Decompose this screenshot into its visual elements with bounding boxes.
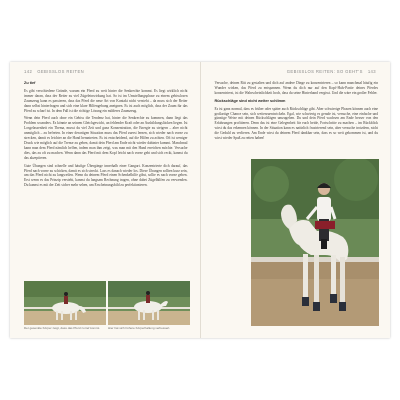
horse-photo-2-image xyxy=(108,281,190,325)
left-photo-row xyxy=(24,281,190,325)
photo-caption-1: Der gesenkte Körper zeigt, dass das Pferd zu tief kommt. xyxy=(24,326,101,330)
left-page xyxy=(10,62,201,338)
left-paragraph-2: Wenn dein Pferd auch ohne ein Gebiss die Tendenz hat, hinter die Senkrechte zu kommen, dann liegt das Problem woanders. Es könnte an seinem Gleichgewicht, an fehlender Kraft oder an Ausbildungslücken liegen. Ist Losgelassenheit ein Thema, musst du viel Zeit und ganz Konzentration, die Energie zu steigern – aber nicht unmöglich – zu befreien. In einer derartigen Situation muss das Pferd zuerst lernen, sich wieder nach vorne zu strecken, damit es leichter an die Hand herantreten. Es ist entscheidend, auf die Hilfen zu achten. Oft ist weniger Druck wie möglich auf die Trense zu geben, damit dein Pferd am Ende nicht wieder dahinter kommt. Manchmal kann man dem Pferd nämlich helfen, indem man ihm zeigt, was man mit den Hand erreichen möchte. Versuche dies, das zu oft zu machen. Wenn dann das Pferd mit dem Kopf leicht nach vorne geht und sich reckt, kannst du das akzeptieren. xyxy=(24,116,188,160)
right-subhead: Rückschläge sind nicht weiter schlimm xyxy=(214,98,286,103)
right-body-text-top xyxy=(215,81,379,144)
horse-photo-1-image xyxy=(24,281,106,325)
left-paragraph-3: Gute Übungen sind schnelle und häufige Übergänge innerhalb einer Gangart. Konzentrierte dich darauf, das Pferd nach vorne zu schicken, damit es sich streckt. Lass es danach wieder los. Diese Übungen sollten kurz sein, um das Pferd nicht zu langweilen. Wenn du deinem Pferd einen Schenkelhilfe gibst, sollte es nach vorne gehen. Erst wenn es das Prinzip versteht, kannst du langsam Rechnung tragen, ohne dabei Zügelhilfen zu verwenden. Du kannst es mit der Zeit sicher mehr sehen, um Erscheinungsbild zu perfektionieren. xyxy=(24,163,188,188)
book-spread xyxy=(10,62,390,338)
left-paragraph-1: Es gibt verschiedene Gründe, warum ein Pferd zu weit hinter die Senkrechte kommt. Es liegt wirklich nicht immer daran, dass der Reiter zu viel Zügeleinwirkung hat. So ist im Umstellungsphase zu einem gebisslosen Zaumzeug kann es passieren, dass das Pferd die neue Art von Kontakt nicht versteht – da muss sich der Reiter dann selbst hinterfragen und sich eine klare Hilfengebung aneignen. Es ist auch möglich, dass der Zaum für das Pferd zu scharf ist. In dem Fall ist die richtige Lösung ein milderes Zaumzeug. xyxy=(24,88,188,113)
rider-photo-image xyxy=(251,159,379,326)
right-running-header: GEBISSLOS REITEN: SO GEHT'S xyxy=(286,69,363,74)
right-page xyxy=(201,62,391,338)
photo-caption-2: Hier hat sich höhere Körperhaltung verbessert. xyxy=(108,326,171,330)
left-page-header xyxy=(24,69,186,74)
right-page-number: 143 xyxy=(367,69,376,74)
left-subhead: Zu tief xyxy=(24,81,36,85)
right-paragraph-2: Es ist ganz normal, dass es früher oder später auch Rückschläge gibt. Aber schwierige Phasen können auch eine großartige Chance sein, sich weiterzuentwickeln. Egal, wie schwierig es gerade ist, versuche, eine einfache und günstige Weise mit deinen Rückschlägen umzugehen. Du und dein Pferd wachsen am Ende besser von den Erfahrungen profitieren. Denn das ist eine Gelegenheit für euch beide, Fortschritte zu machen – im Rückblick wirst du das erkennen können. In der Situation kann es natürlich frustrierend sein, aber versuche trotzdem, nicht die Geduld zu verlieren. Am Ende wirst du deinem Pferd dankbar sein, dass es so weit gekommen ist, und du wirst wieder Spaß zu reiten haben! xyxy=(214,106,378,141)
horse-photo-1 xyxy=(24,281,106,325)
right-paragraph-1: Versuche, deinen Ritt zu gestalten und dich auf andere Dinge zu konzentrieren – so kann manchmal häufig ein Wunder wirken, das Pferd zu entspannen. Wenn du dich nur auf den Kopf-Hals-Partie deines Pferdes konzentrierst, ist die Wahrscheinlichkeit hoch, dass du seine Hinterhand vergisst. Und die wäre ein großer Fehler. xyxy=(214,81,378,95)
horse-photo-2 xyxy=(108,281,190,325)
left-body-text xyxy=(24,81,188,191)
right-page-header xyxy=(215,69,377,74)
left-running-header: GEBISSLOS REITEN xyxy=(37,69,85,74)
rider-photo xyxy=(251,159,379,326)
left-page-number: 142 xyxy=(24,69,33,74)
